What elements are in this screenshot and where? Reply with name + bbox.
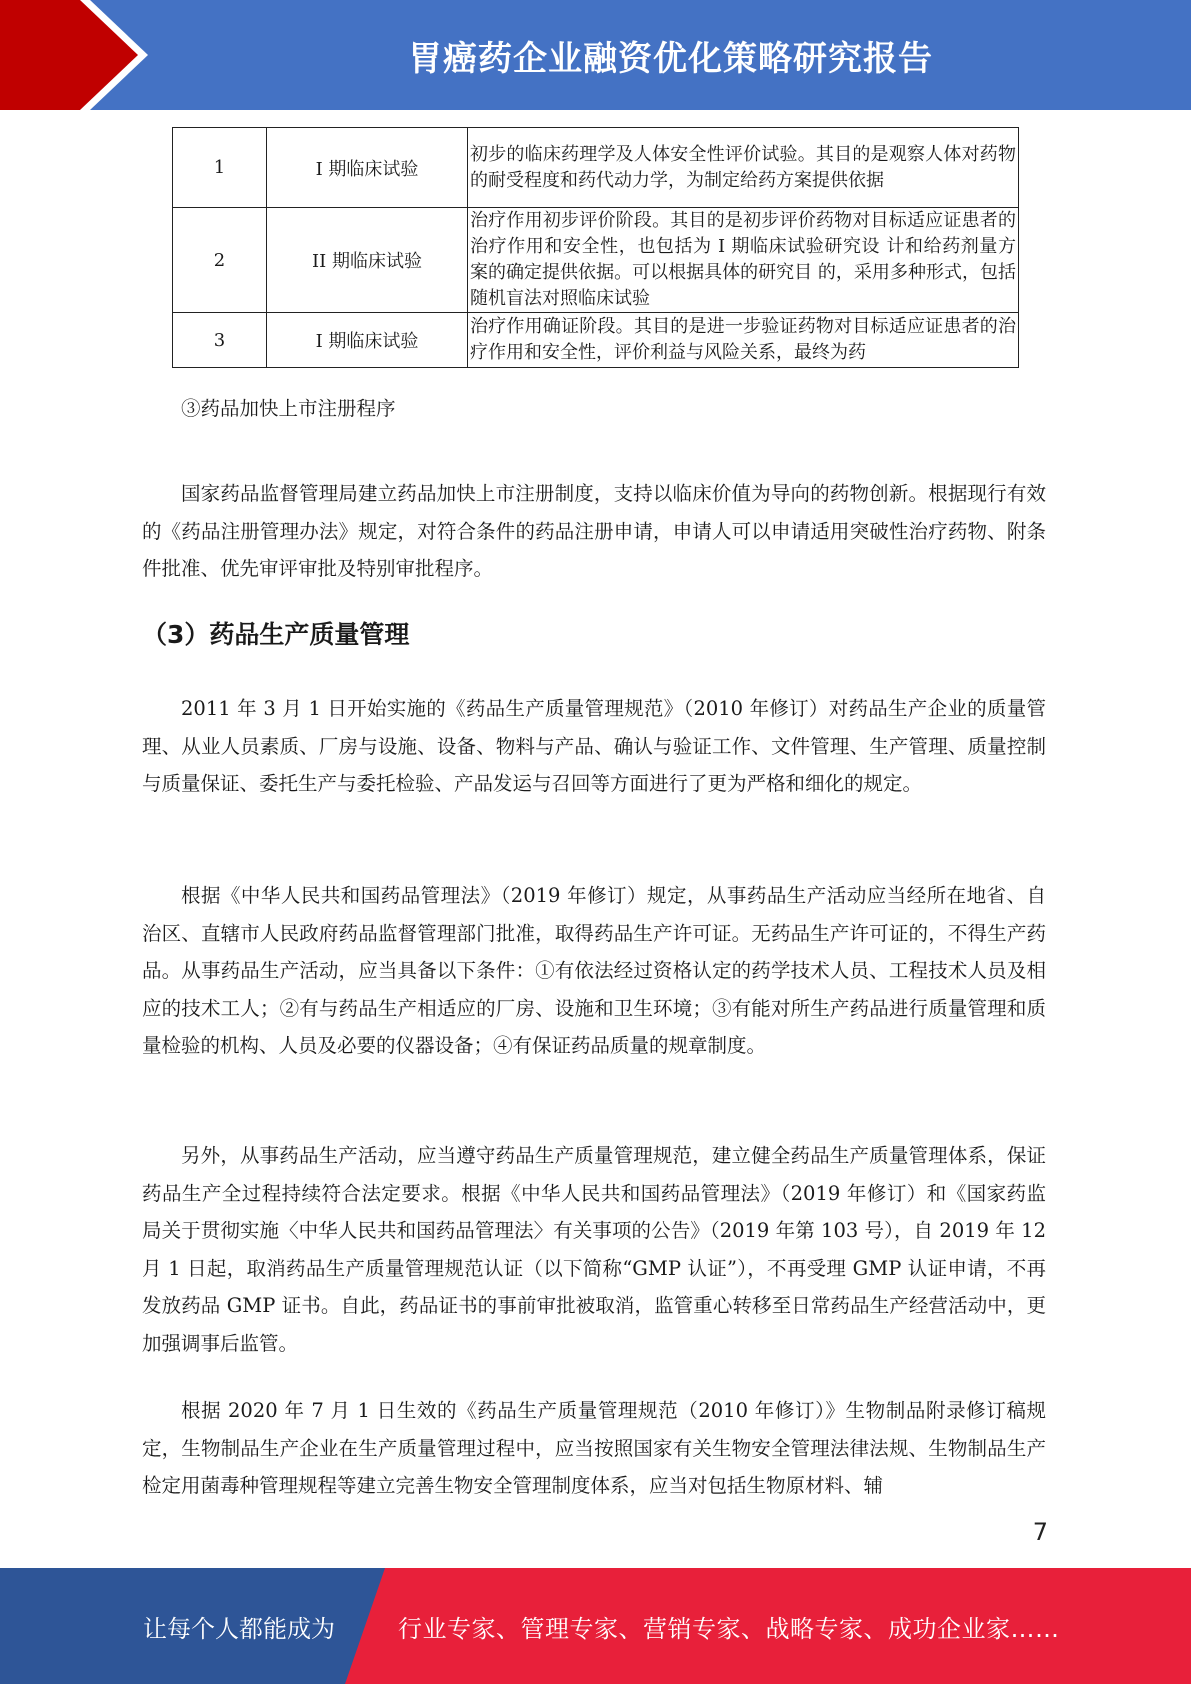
trial-description: 治疗作用初步评价阶段。其目的是初步评价药物对目标适应证患者的治疗作用和安全性，也包括为 I 期临床试验研究设 计和给药剂量方案的确定提供依据。可以根据具体的研究目 的，采用多种形式，包括随机盲法对照临床试验 [468, 208, 1019, 313]
subsection-heading: ③药品加快上市注册程序 [181, 397, 396, 420]
trial-phase: I 期临床试验 [267, 128, 468, 208]
footer-slogan-right: 行业专家、管理专家、营销专家、战略专家、成功企业家…… [398, 1614, 1060, 1643]
body-block-4 [142, 1137, 1046, 1362]
row-number: 3 [173, 313, 267, 368]
header-arrow-decoration [0, 0, 160, 110]
page-footer [0, 1568, 1191, 1684]
trial-description: 治疗作用确证阶段。其目的是进一步验证药物对目标适应证患者的治疗作用和安全性，评价利益与风险关系，最终为药 [468, 313, 1019, 368]
section-title: （3）药品生产质量管理 [142, 620, 410, 649]
paragraph: 另外，从事药品生产活动，应当遵守药品生产质量管理规范，建立健全药品生产质量管理体系，保证药品生产全过程持续符合法定要求。根据《中华人民共和国药品管理法》（2019 年修订）和《国家药监局关于贯彻实施〈中华人民共和国药品管理法〉有关事项的公告》（2019 年第 103 号），自 2019 年 12 月 1 日起，取消药品生产质量管理规范认证（以下简称“GMP 认证”），不再受理 GMP 认证申请，不再发放药品 GMP 证书。自此，药品证书的事前审批被取消，监管重心转移至日常药品生产经营活动中，更加强调事后监管。 [142, 1144, 1046, 1355]
footer-slogan-left: 让每个人都能成为 [143, 1614, 335, 1643]
clinical-trial-table [172, 127, 1019, 368]
table-row [173, 128, 1019, 208]
body-block-2 [142, 690, 1046, 803]
paragraph: 根据《中华人民共和国药品管理法》（2019 年修订）规定，从事药品生产活动应当经所在地省、自治区、直辖市人民政府药品监督管理部门批准，取得药品生产许可证。无药品生产许可证的，不得生产药品。从事药品生产活动，应当具备以下条件：①有依法经过资格认定的药学技术人员、工程技术人员及相应的技术工人；②有与药品生产相适应的厂房、设施和卫生环境；③有能对所生产药品进行质量管理和质量检验的机构、人员及必要的仪器设备；④有保证药品质量的规章制度。 [142, 884, 1046, 1057]
paragraph: 根据 2020 年 7 月 1 日生效的《药品生产质量管理规范（2010 年修订）》生物制品附录修订稿规定，生物制品生产企业在生产质量管理过程中，应当按照国家有关生物安全管理法律法规、生物制品生产检定用菌毒种管理规程等建立完善生物安全管理制度体系，应当对包括生物原材料、辅 [142, 1399, 1046, 1497]
table-row [173, 313, 1019, 368]
row-number: 2 [173, 208, 267, 313]
page-header [0, 0, 1191, 110]
row-number: 1 [173, 128, 267, 208]
body-block-1 [142, 475, 1046, 588]
trial-phase: I 期临床试验 [267, 313, 468, 368]
page-number: 7 [1032, 1518, 1048, 1546]
body-block-5 [142, 1392, 1046, 1505]
paragraph: 国家药品监督管理局建立药品加快上市注册制度，支持以临床价值为导向的药物创新。根据现行有效的《药品注册管理办法》规定，对符合条件的药品注册申请，申请人可以申请适用突破性治疗药物、附条件批准、优先审评审批及特别审批程序。 [142, 482, 1046, 580]
body-block-3 [142, 877, 1046, 1065]
report-title: 胃癌药企业融资优化策略研究报告 [408, 38, 933, 79]
paragraph: 2011 年 3 月 1 日开始实施的《药品生产质量管理规范》（2010 年修订）对药品生产企业的质量管理、从业人员素质、厂房与设施、设备、物料与产品、确认与验证工作、文件管理、生产管理、质量控制与质量保证、委托生产与委托检验、产品发运与召回等方面进行了更为严格和细化的规定。 [142, 697, 1046, 795]
trial-phase: II 期临床试验 [267, 208, 468, 313]
trial-description: 初步的临床药理学及人体安全性评价试验。其目的是观察人体对药物的耐受程度和药代动力学，为制定给药方案提供依据 [468, 128, 1019, 208]
table-row [173, 208, 1019, 313]
